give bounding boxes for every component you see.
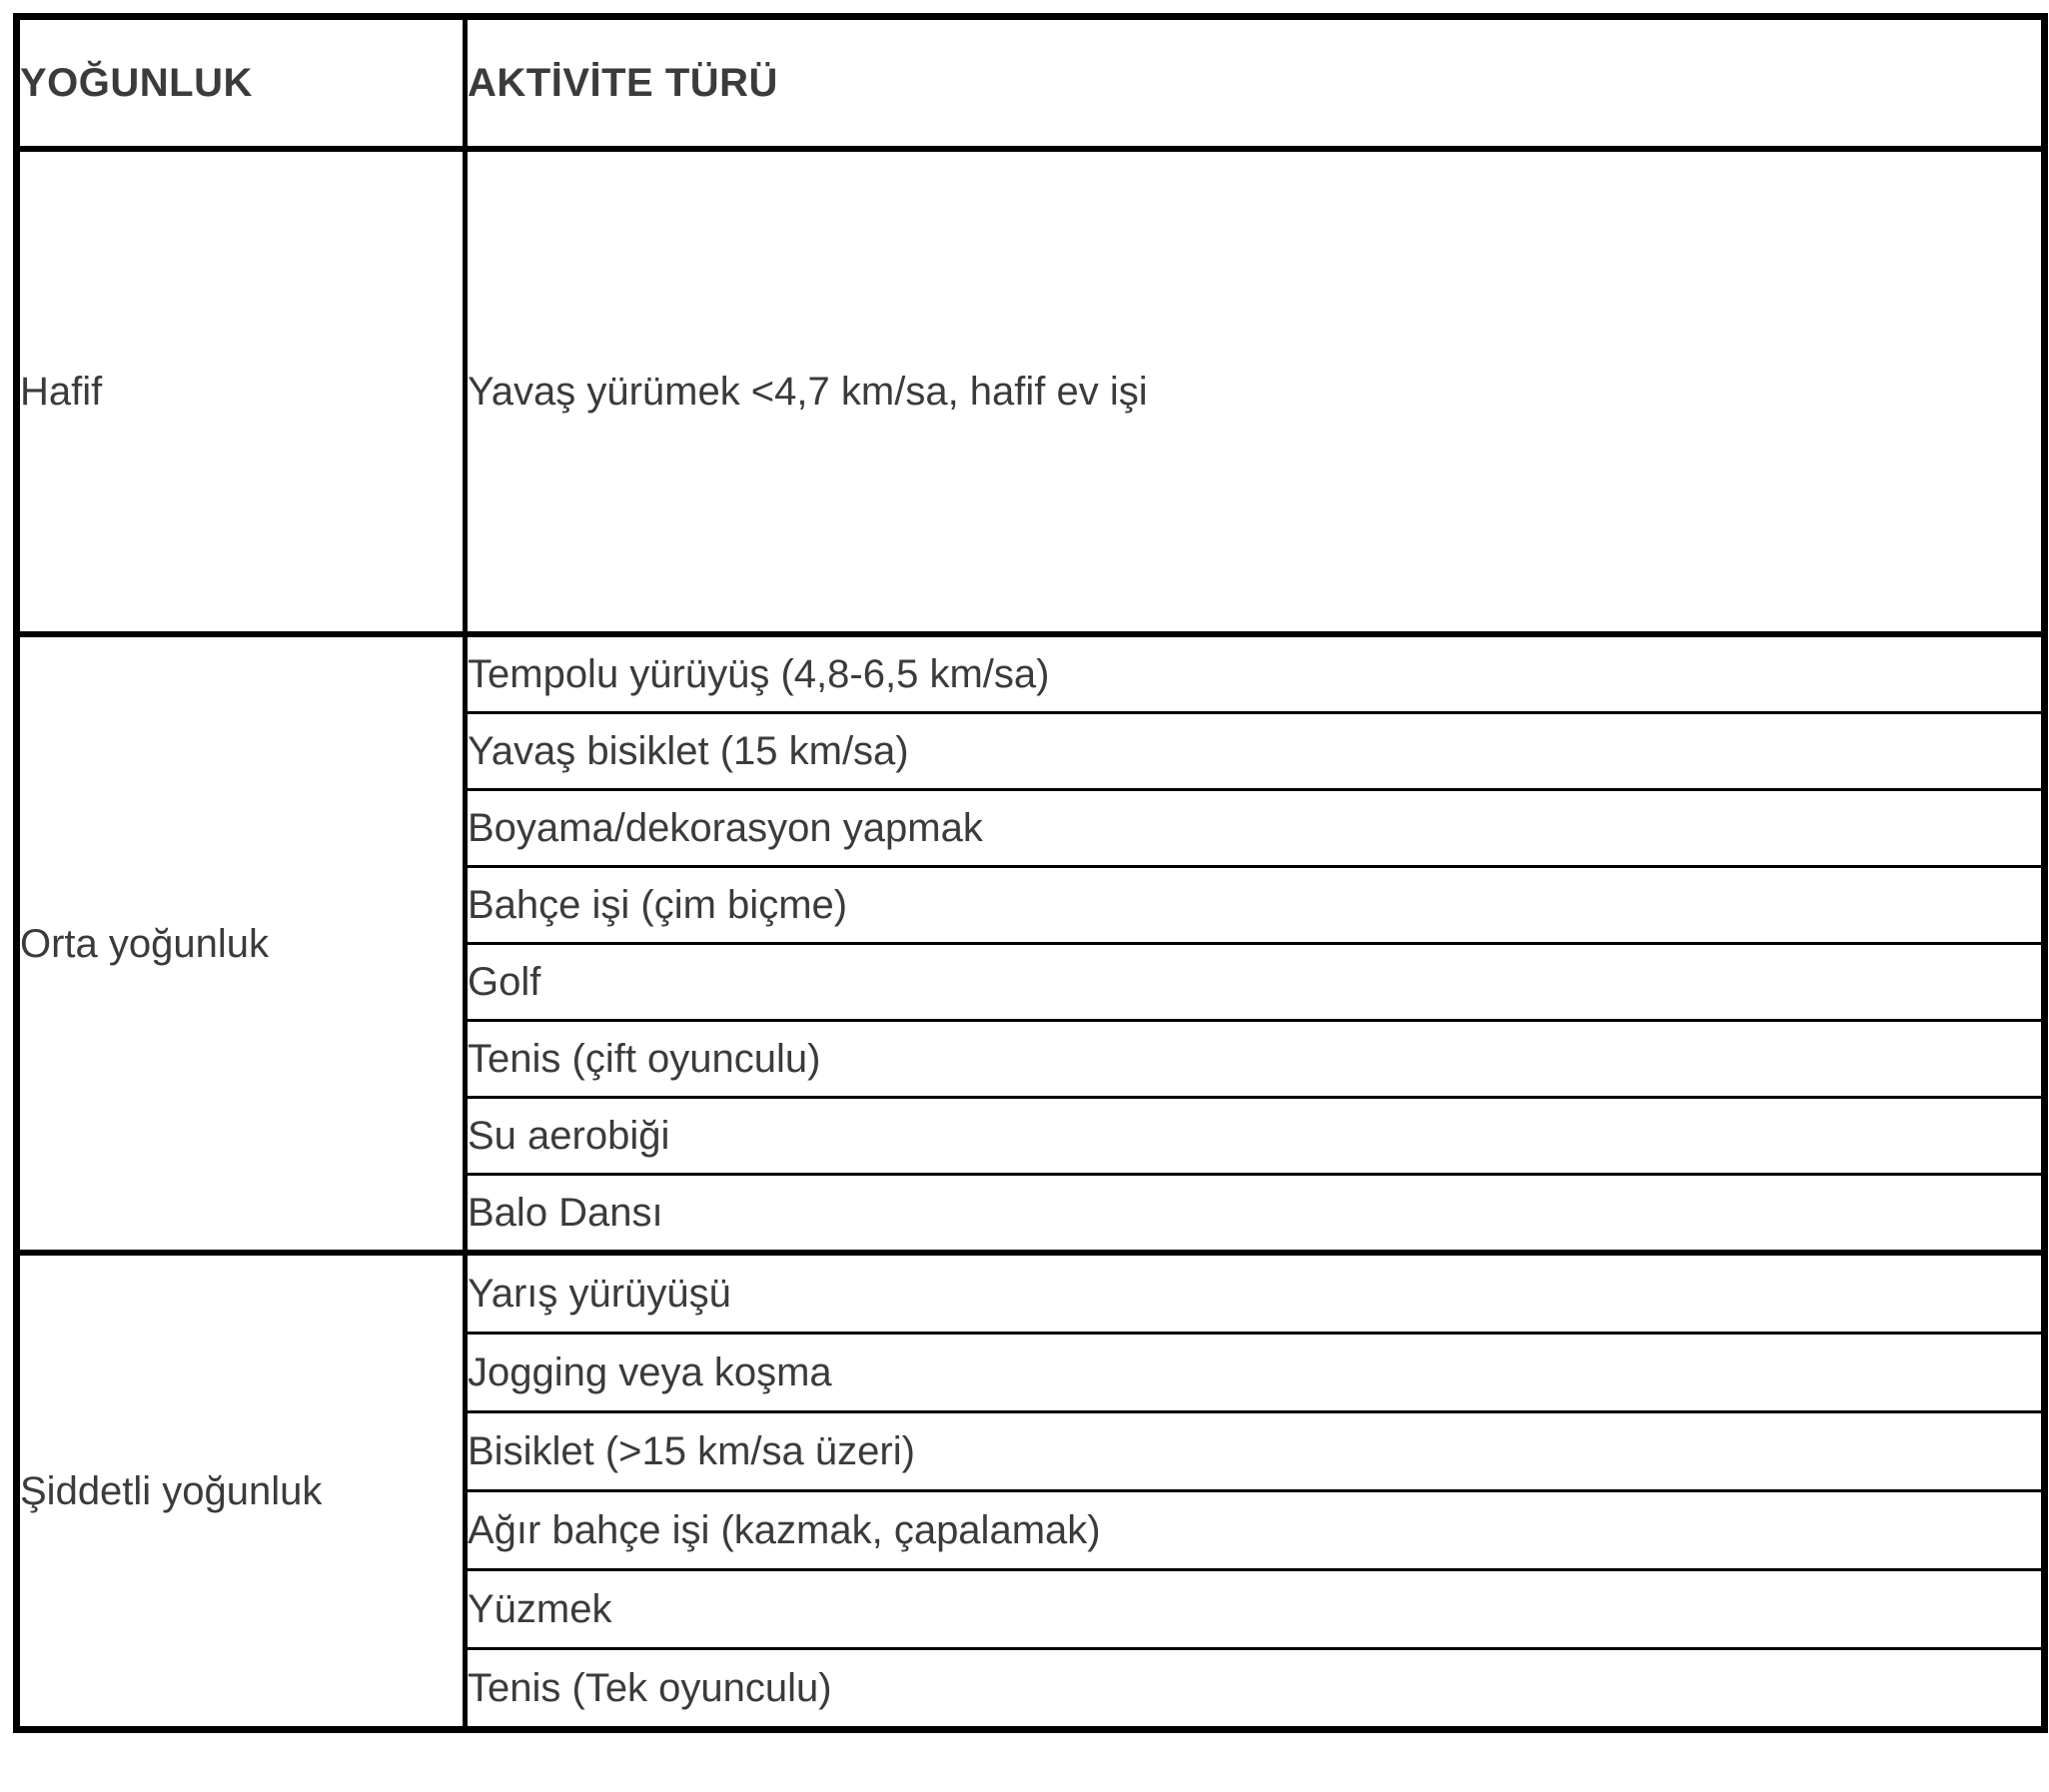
activity-orta-7: Balo Dansı xyxy=(466,1175,2045,1254)
intensity-label-siddetli: Şiddetli yoğunluk xyxy=(17,1253,466,1730)
table-header xyxy=(17,17,2045,150)
activity-siddetli-4: Yüzmek xyxy=(466,1570,2045,1649)
activity-siddetli-2: Bisiklet (>15 km/sa üzeri) xyxy=(466,1412,2045,1491)
column-header-activity: AKTİVİTE TÜRÜ xyxy=(466,17,2045,150)
table-body xyxy=(17,149,2045,1730)
activity-orta-4: Golf xyxy=(466,944,2045,1021)
activity-orta-5: Tenis (çift oyunculu) xyxy=(466,1021,2045,1098)
activity-orta-3: Bahçe işi (çim biçme) xyxy=(466,867,2045,944)
activity-hafif-0: Yavaş yürümek <4,7 km/sa, hafif ev işi xyxy=(466,149,2045,634)
activity-siddetli-5: Tenis (Tek oyunculu) xyxy=(466,1649,2045,1730)
activity-intensity-table xyxy=(13,13,2048,1733)
table-row xyxy=(17,634,2045,713)
activity-orta-0: Tempolu yürüyüş (4,8-6,5 km/sa) xyxy=(466,634,2045,713)
activity-orta-1: Yavaş bisiklet (15 km/sa) xyxy=(466,713,2045,790)
table-row xyxy=(17,149,2045,634)
header-row xyxy=(17,17,2045,150)
column-header-intensity: YOĞUNLUK xyxy=(17,17,466,150)
intensity-label-hafif: Hafif xyxy=(17,149,466,634)
intensity-label-orta: Orta yoğunluk xyxy=(17,634,466,1253)
activity-siddetli-3: Ağır bahçe işi (kazmak, çapalamak) xyxy=(466,1491,2045,1570)
activity-orta-2: Boyama/dekorasyon yapmak xyxy=(466,790,2045,867)
activity-orta-6: Su aerobiği xyxy=(466,1098,2045,1175)
activity-siddetli-0: Yarış yürüyüşü xyxy=(466,1253,2045,1334)
activity-siddetli-1: Jogging veya koşma xyxy=(466,1334,2045,1412)
table-row xyxy=(17,1253,2045,1334)
